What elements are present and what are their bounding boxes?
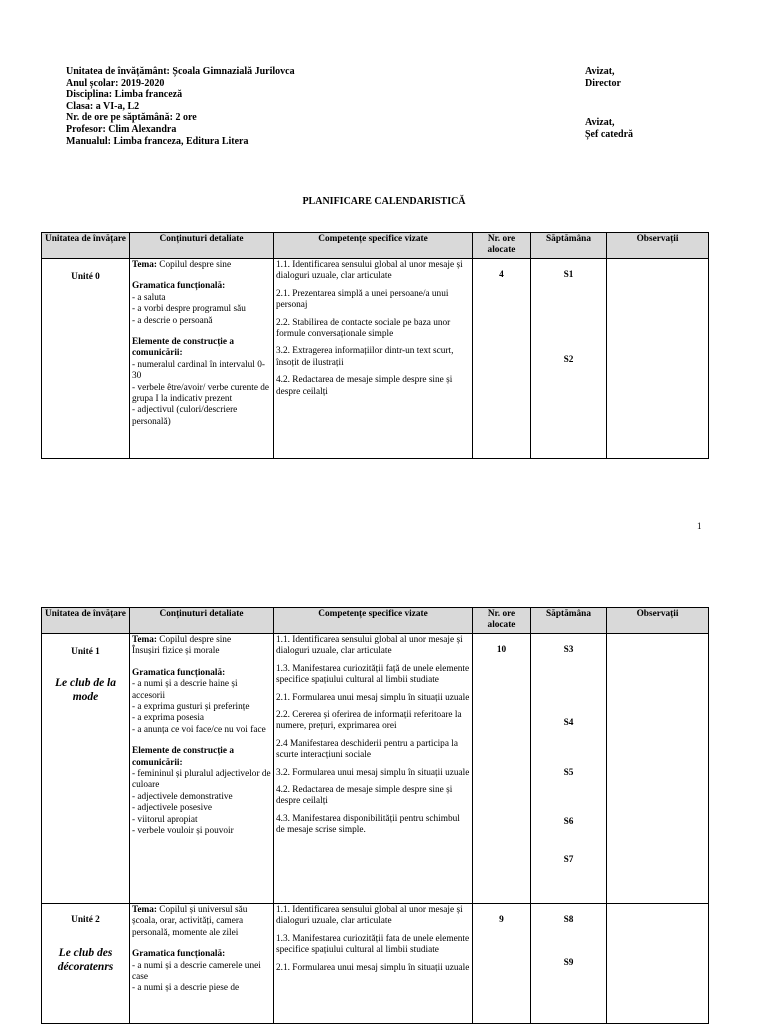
competence-item: 4.2. Redactarea de mesaje simple despre sine și despre ceilalți [276,785,453,807]
theme-text: Copilul despre sine [156,635,232,645]
table-row [42,904,709,1024]
grammar-item: - a numi și a descrie haine și accesorii [132,679,238,701]
elements-label: Elemente de construcție a comunicării: [132,746,234,768]
theme-text: Copilul și universul său școala, orar, activități, camera personală, momente ale zilei [132,905,248,938]
planning-table-page2 [41,607,709,1024]
week-cell [531,904,607,1024]
hours-cell [473,634,531,904]
grammar-item: - a saluta [132,292,166,303]
planning-table-page1 [41,232,709,459]
unit-subtitle: Le club de la mode [55,677,116,704]
competence-item: 1.1. Identificarea sensului global al unor mesaje și dialoguri uzuale, clar articulate [276,905,463,927]
elements-label: Elemente de construcție a comunicării: [132,337,234,359]
competence-item: 2.1. Formularea unui mesaj simplu în situații uzuale [276,692,470,703]
grammar-item: - a numi și a descrie piese de [132,983,240,994]
theme-label: Tema: [132,905,157,915]
competence-item: 2.4 Manifestarea deschiderii pentru a participa la scurte interacțiuni sociale [276,738,458,761]
col-week: Săptămâna [531,233,607,259]
competence-item: 1.1. Identificarea sensului global al unor mesaje și dialoguri uzuale, clar articulate [276,635,463,657]
element-item: - adjectivele posesive [132,803,213,814]
hours-cell [473,259,531,459]
head-approval [585,117,633,140]
unit-name: Unité 1 [71,647,100,657]
unit-subtitle: Le club des décoratenrs [57,947,114,974]
approval-label: Avizat, [585,117,615,128]
table-row [42,634,709,904]
col-unit: Unitatea de învățare [42,233,130,259]
grammar-item: - a numi și a descrie camerele unei case [132,960,261,983]
col-competences: Competențe specifice vizate [274,608,473,634]
week-label: S8 [563,915,574,925]
approval-label: Avizat, [585,66,615,77]
week-label: S5 [563,767,574,778]
class-line: Clasa: a VI-a, L2 [66,100,140,112]
table-header-row [42,233,709,259]
col-unit: Unitatea de învățare [42,608,130,634]
observations-cell [607,904,709,1024]
unit-cell [42,634,130,904]
element-item: - verbele vouloir și pouvoir [132,826,234,837]
hours-cell [473,904,531,1024]
observations-cell [607,259,709,459]
competence-item: 3.2. Extragerea informațiilor dintr-un text scurt, însoțit de ilustrații [276,346,454,368]
week-label: S1 [563,270,574,280]
competence-item: 4.2. Redactarea de mesaje simple despre sine și despre ceilalți [276,375,453,397]
unit-name: Unité 0 [71,272,100,282]
element-item: - numeralul cardinal în intervalul 0-30 [132,359,265,382]
content-cell [130,259,274,459]
col-competences: Competențe specifice vizate [274,233,473,259]
page-title: PLANIFICARE CALENDARISTICĂ [302,196,466,207]
week-label: S4 [563,718,574,729]
competence-item: 2.2. Cererea și oferirea de informații referitoare la numere, prețuri, exprimarea orei [276,710,462,732]
competence-item: 3.2. Formularea unui mesaj simplu în situații uzuale [276,767,470,778]
school-line: Unitatea de învățământ: Școala Gimnazială Jurilovca [66,66,295,77]
theme-label: Tema: [132,260,157,270]
competence-item: 2.1. Formularea unui mesaj simplu în situații uzuale [276,962,470,973]
content-cell [130,634,274,904]
week-label: S7 [563,854,574,865]
grammar-item: - a anunța ce voi face/ce nu voi face [132,724,266,735]
hours-line: Nr. de ore pe săptămână: 2 ore [66,112,197,124]
unit-cell [42,259,130,459]
competence-item: 1.1. Identificarea sensului global al unor mesaje și dialoguri uzuale, clar articulate [276,260,463,282]
week-cell [531,259,607,459]
director-approval [585,66,621,89]
competence-item: 1.3. Manifestarea curiozității față de unele elemente specifice spațiului cultural al limbii studiate [276,663,470,686]
col-hours: Nr. ore alocate [473,608,531,634]
grammar-label: Gramatica funcțională: [132,949,226,960]
competence-item: 4.3. Manifestarea disponibilității pentru schimbul de mesaje scrise simple. [276,813,460,836]
grammar-item: - a vorbi despre programul său [132,304,246,315]
element-item: - viitorul apropiat [132,814,198,825]
hours-value: 4 [499,270,504,280]
col-observations: Observații [607,233,709,259]
element-item: - femininul și pluralul adjectivelor de culoare [132,769,271,791]
grammar-label: Gramatica funcțională: [132,281,226,292]
week-label: S9 [563,958,574,969]
table-header-row [42,608,709,634]
grammar-item: - a descrie o persoană [132,315,213,326]
week-cell [531,634,607,904]
element-item: - verbele être/avoir/ verbe curente de grupa I la indicativ prezent [132,382,270,405]
grammar-label: Gramatica funcțională: [132,667,226,678]
grammar-item: - a exprima posesia [132,713,205,724]
subject-line: Disciplina: Limba franceză [66,89,183,101]
competence-item: 2.1. Prezentarea simplă a unei persoane/a unui personaj [276,288,449,311]
hours-value: 9 [499,915,504,925]
theme-label: Tema: [132,635,157,645]
grammar-item: - a exprima gusturi și preferințe [132,702,250,713]
element-item: - adjectivele demonstrative [132,791,233,802]
competences-cell [274,259,473,459]
director-label: Director [585,77,621,89]
competence-item: 1.3. Manifestarea curiozității fata de unele elemente specifice spațiului cultural al limbii studiate [276,933,470,956]
element-item: - adjectivul (culori/descriere personală) [132,405,238,427]
week-label: S3 [563,645,574,655]
col-content: Conținuturi detaliate [130,608,274,634]
unit-cell [42,904,130,1024]
theme-extra: Însușiri fizice și morale [132,646,220,657]
school-info [66,66,295,147]
col-hours: Nr. ore alocate [473,233,531,259]
col-week: Săptămâna [531,608,607,634]
unit-name: Unité 2 [71,915,100,925]
content-cell [130,904,274,1024]
teacher-line: Profesor: Clim Alexandra [66,123,177,135]
theme-text: Copilul despre sine [156,260,232,270]
observations-cell [607,634,709,904]
competences-cell [274,904,473,1024]
page-number: 1 [697,521,702,531]
textbook-line: Manualul: Limba franceza, Editura Litera [66,135,249,147]
week-label: S6 [563,817,574,828]
competence-item: 2.2. Stabilirea de contacte sociale pe baza unor formule conversaționale simple [276,317,451,340]
col-observations: Observații [607,608,709,634]
head-label: Șef catedră [585,128,634,140]
year-line: Anul școlar: 2019-2020 [66,77,165,89]
competences-cell [274,634,473,904]
table-row [42,259,709,459]
hours-value: 10 [496,645,507,655]
week-label: S2 [563,355,574,366]
col-content: Conținuturi detaliate [130,233,274,259]
